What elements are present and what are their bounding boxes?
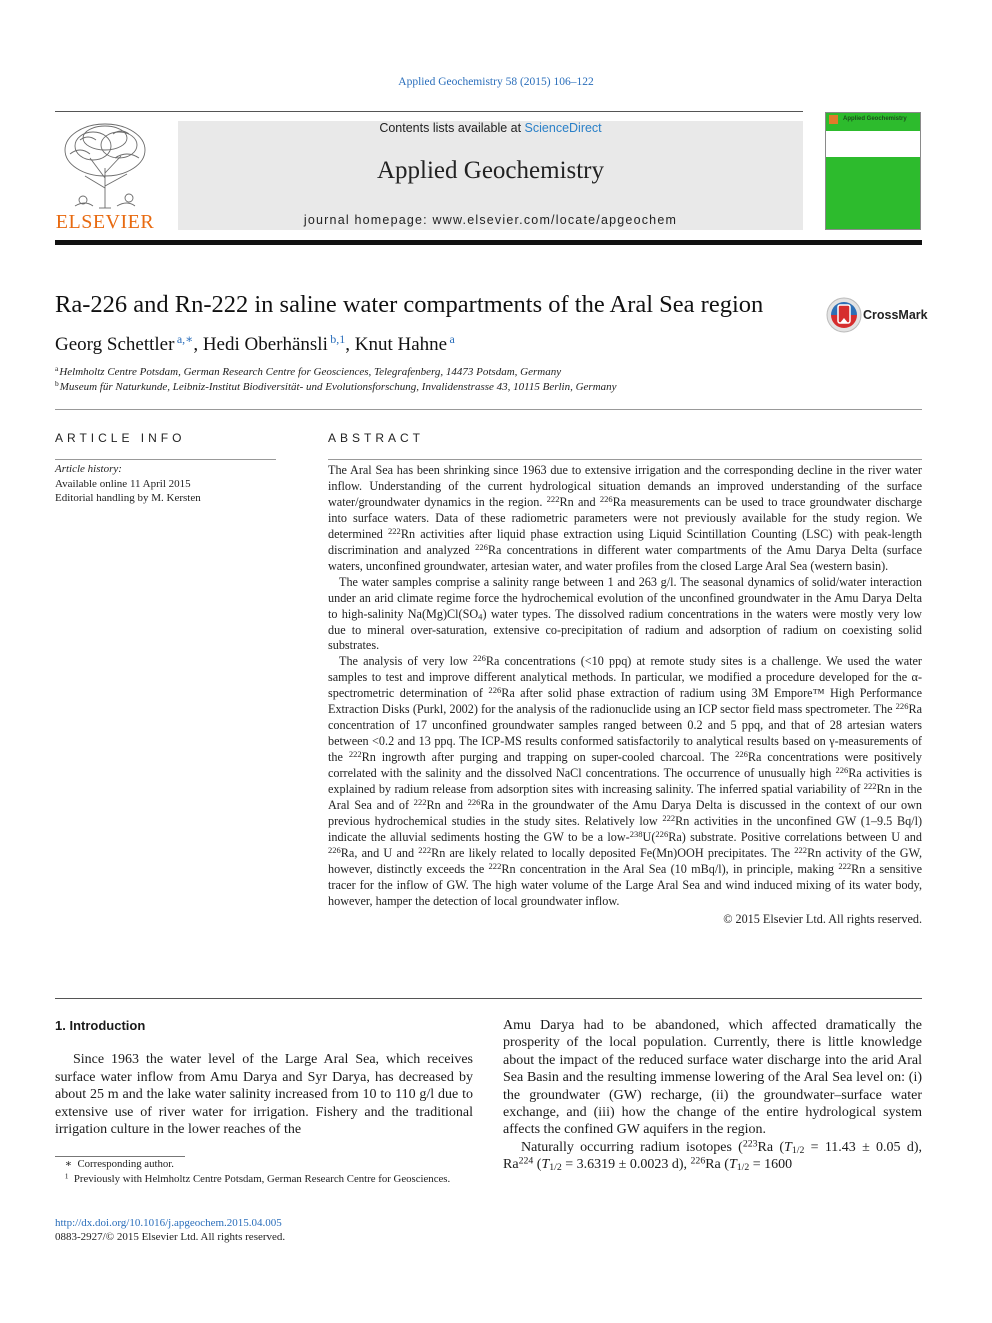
body-rule [55, 998, 922, 999]
abstract-paragraph: The water samples comprise a salinity range between 1 and 263 g/l. The seasonal dynamics of solid/water interaction under an arid climate regime force the hydrochemical evolution of the unconfined groundwater in the Amu Darya Delta to high-salinity $Na(Mg)Cl(SO_4)$ water types. The dissolved radium concentrations in the waters were mostly very low due to mineral over-saturation, extensive co-precipitation of radium and adsorption of radium on coexisting solid substrates. [328, 574, 922, 653]
available-online-date: Available online 11 April 2015 [55, 477, 191, 490]
history-label: Article history: [55, 463, 122, 475]
journal-cover-thumbnail[interactable] [825, 112, 921, 230]
journal-homepage[interactable]: journal homepage: www.elsevier.com/locate/apgeochem [303, 213, 678, 227]
author-affiliation-mark[interactable]: a [449, 332, 455, 346]
author-name[interactable]: Hedi Oberhänsli [202, 334, 328, 355]
elsevier-wordmark[interactable]: ELSEVIER [55, 211, 155, 233]
abstract-paragraph: The analysis of very low $^{226}$Ra concentrations (<10 ppq) at remote study sites is a challenge. We used the water samples to test and improve different analytical methods. In particular, we modified a procedure developed for the α-spectrometric determination of $^{226}$Ra after solid phase extraction of radium using 3M Empore™ High Performance Extraction Disks (Purkl, 2002) for the analysis of the radionuclide using an ICP sector field mass spectrometer. The $^{226}$Ra concentration of 17 unconfined groundwater samples ranged between 0.2 and 5 ppq, and that of 28 artesian waters between <0.2 and 13 ppq. The ICP-MS results conformed satisfactorily to analytical results based on γ-measurements of the $^{222}$Rn ingrowth after purging and trapping on super-cooled charcoal. The $^{226}$Ra concentrations were positively correlated with the salinity and the dissolved NaCl concentrations. The occurrence of unusually high $^{226}$Ra activities is explained by radium release from adsorption sites with increasing salinity. The inferred spatial variability of $^{222}$Rn in the Aral Sea and of $^{222}$Rn and $^{226}$Ra in the groundwater of the Amu Darya Delta is discussed in the context of our own previous hydrochemical studies in the study sites. Relatively low $^{222}$Rn activities in the unconfined GW (1–9.5 Bq/l) indicate the alluvial sediments hosting the GW to be a low-$^{238}$U($^{226}$Ra) substrate. Positive correlations between U and $^{226}$Ra, and U and $^{222}$Rn are likely related to locally deposited Fe(Mn)OOH precipitates. The $^{222}$Rn activity of the GW, however, distinctly exceeds the $^{222}$Rn concentration in the Aral Sea (10 mBq/l), in principle, making $^{222}$Rn a sensitive tracer for the inflow of GW. The high water volume of the Large Aral Sea and wind induced mixing of its water body, however, hamper the detection of local groundwater inflow. [328, 653, 923, 908]
author-name[interactable]: Knut Hahne [354, 334, 448, 355]
crossmark-label: CrossMark [863, 308, 928, 322]
author-list: Georg Schettler $^{a,∗}$, Hedi Oberhänsli $^{b,1}$, Knut Hahne $^a$ [55, 332, 455, 355]
editorial-handling: Editorial handling by M. Kersten [55, 492, 201, 504]
article-info-heading: ARTICLE INFO [55, 431, 186, 445]
issn-copyright: 0883-2927/© 2015 Elsevier Ltd. All rights reserved. [55, 1231, 286, 1243]
affiliation-text: Museum für Naturkunde, Leibniz-Institut Biodiversität- und Evolutionsforschung, Invalidenstrasse 43, 10115 Berlin, Germany [59, 381, 617, 393]
journal-citation[interactable]: Applied Geochemistry 58 (2015) 106–122 [398, 76, 594, 88]
author-name[interactable]: Georg Schettler [55, 334, 175, 355]
header-rule [55, 111, 803, 112]
cover-title: Applied Geochemistry [843, 116, 907, 122]
affiliation-text: Helmholtz Centre Potsdam, German Research Centre for Geosciences, Telegrafenberg, 14473 Potsdam, Germany [59, 366, 562, 378]
front-matter-rule [55, 409, 922, 410]
abstract-rule [328, 459, 922, 460]
abstract-body [328, 463, 922, 928]
cover-badge-icon [829, 115, 838, 124]
author-affiliation-mark[interactable]: a,∗ [176, 332, 194, 346]
article-history [55, 462, 295, 506]
introduction-heading: 1. Introduction [55, 1018, 146, 1033]
abstract-copyright: © 2015 Elsevier Ltd. All rights reserved. [723, 911, 922, 926]
footnote-corresponding: ∗ Corresponding author. [62, 1158, 174, 1170]
affiliation-a [55, 366, 561, 378]
contents-line [178, 121, 803, 135]
author-affiliation-mark[interactable]: b,1 [330, 332, 346, 346]
article-info-rule [55, 459, 276, 460]
footnotes [55, 1157, 473, 1187]
abstract-heading: ABSTRACT [328, 431, 425, 445]
header-thick-rule [55, 240, 922, 245]
crossmark-icon [826, 297, 862, 333]
affiliation-mark: a [55, 364, 59, 373]
journal-title: Applied Geochemistry [376, 157, 605, 184]
footnote-text: Previously with Helmholtz Centre Potsdam, German Research Centre for Geosciences. [73, 1173, 451, 1185]
body-column-left [55, 1017, 473, 1138]
body-paragraph: Amu Darya had to be abandoned, which affected dramatically the prosperity of the local population. Currently, there is little knowledge about the impact of the reduced surface water discharge into the arid Aral Sea Basin and the resulting immense lowering of the Aral Sea level on: (i) the groundwater (GW) recharge, (ii) the groundwater–surface water exchange, and (iii) how the change of the entire hydrological system affects the confined GW aquifers in the region. [503, 1018, 922, 1138]
footnote-previously: $^1$ Previously with Helmholtz Centre Potsdam, German Research Centre for Geosciences. [64, 1171, 451, 1185]
body-paragraph: Naturally occurring radium isotopes ($^{223}$Ra ($T_{1/2} = 11.43 \pm 0.05$ d), Ra$^{224}$ ($T_{1/2} = 3.6319 \pm 0.0023$ d), $^{226}$Ra ($T_{1/2} = 1600$ [503, 1138, 922, 1174]
footnote-text: Corresponding author. [77, 1158, 174, 1170]
article-title: Ra-226 and Rn-222 in saline water compartments of the Aral Sea region [55, 291, 764, 318]
cover-white-band [826, 131, 920, 157]
abstract-paragraph: The Aral Sea has been shrinking since 1963 due to extensive irrigation and the corresponding decline in the river water inflow. Understanding of the current hydrological situation demands an improved understanding of the surface water/groundwater dynamics in the region. $^{222}$Rn and $^{226}$Ra measurements can be used to trace groundwater discharge into surface waters. Data of these radiometric parameters were not previously available for the study region. We determined $^{222}$Rn activities after liquid phase extraction using Liquid Scintillation Counting (LSC) with peak-length discrimination and analyzed $^{226}$Ra concentrations in different water compartments of the Amu Darya Delta (surface waters, unconfined groundwater, artesian water, and water profiles from the closed Large Aral Sea (western basin). [328, 463, 922, 573]
affiliation-b [55, 381, 617, 393]
contents-prefix: Contents lists available at [379, 121, 525, 135]
affiliation-mark: b [55, 379, 59, 388]
body-column-right [503, 1017, 922, 1174]
body-paragraph: Since 1963 the water level of the Large Aral Sea, which receives surface water inflow from Amu Darya and Syr Darya, has decreased by about 25 m and the lake water salinity increased from 10 to 110 g/l due to extensive use of river water for irrigation. Fishery and the traditional irrigation culture in the lower reaches of the [55, 1052, 473, 1138]
sciencedirect-link[interactable]: ScienceDirect [524, 121, 602, 135]
doi-link[interactable]: http://dx.doi.org/10.1016/j.apgeochem.2015.04.005 [55, 1217, 282, 1229]
